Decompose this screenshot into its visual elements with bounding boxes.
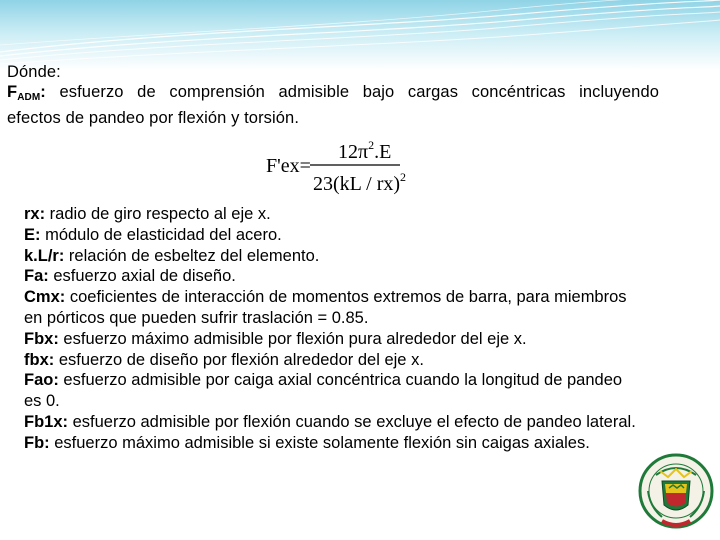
fadm-definition-continuation: efectos de pandeo por flexión y torsión.: [7, 109, 300, 127]
definition-item: [24, 287, 640, 329]
formula-graphic: [266, 132, 406, 204]
definition-item: [24, 350, 640, 371]
definition-text: coeficientes de interacción de momentos extremos de barra, para miembros en pórticos que pueden sufrir traslación = 0.85.: [24, 288, 627, 327]
definition-item: [24, 204, 640, 225]
banner-wave-lines: [0, 0, 720, 70]
definition-text: radio de giro respecto al eje x.: [45, 205, 271, 223]
fadm-symbol: F: [7, 83, 18, 101]
definition-term: Fao:: [24, 371, 59, 390]
definition-item: [24, 225, 640, 246]
definitions-list: [24, 204, 640, 454]
fadm-subscript: ADM: [17, 92, 41, 103]
donde-label: Dónde:: [7, 63, 61, 81]
seal-graphic: [638, 447, 714, 535]
formula-fex: [266, 132, 406, 204]
definition-text: esfuerzo admisible por flexión cuando se excluye el efecto de pandeo lateral.: [68, 412, 636, 431]
definition-term: Fb1x:: [24, 412, 69, 431]
definition-item: [24, 433, 640, 454]
definition-term: Fb:: [24, 433, 50, 452]
definition-term: Cmx:: [24, 288, 66, 307]
definition-text: esfuerzo admisible por caiga axial concéntrica cuando la longitud de pandeo es 0.: [24, 371, 623, 411]
definition-text: esfuerzo de diseño por flexión alrededor del eje x.: [54, 350, 424, 369]
formula-denominator: 23(kL / rx)$^2$: [313, 170, 406, 195]
fadm-colon: :: [40, 83, 46, 101]
definition-term: rx:: [24, 205, 46, 223]
definition-text: esfuerzo máximo admisible si existe solamente flexión sin caigas axiales.: [49, 433, 590, 452]
definition-term: Fa:: [24, 267, 49, 286]
formula-lhs: F'ex=: [266, 155, 311, 177]
definition-item: [24, 412, 640, 433]
definition-text: módulo de elasticidad del acero.: [40, 225, 282, 244]
definition-item: [24, 246, 640, 267]
fadm-text: esfuerzo de comprensión admisible bajo cargas concéntricas incluyendo: [45, 83, 659, 101]
definition-term: Fbx:: [24, 329, 59, 348]
definition-term: k.L/r:: [24, 246, 65, 265]
definition-text: esfuerzo máximo admisible por flexión pura alrededor del eje x.: [58, 329, 527, 348]
definition-text: relación de esbeltez del elemento.: [64, 246, 320, 265]
intro-block: [7, 62, 659, 128]
fadm-definition-line: [7, 82, 659, 108]
definition-item: [24, 329, 640, 350]
header-banner: [0, 0, 720, 70]
fadm-term: [7, 83, 46, 101]
university-seal-icon: [638, 447, 714, 535]
definition-term: E:: [24, 225, 41, 244]
definition-item: [24, 370, 640, 412]
formula-numerator: $12\pi^2.E$: [338, 138, 392, 163]
definition-text: esfuerzo axial de diseño.: [48, 267, 236, 286]
definition-term: fbx:: [24, 350, 55, 369]
definition-item: [24, 266, 640, 287]
